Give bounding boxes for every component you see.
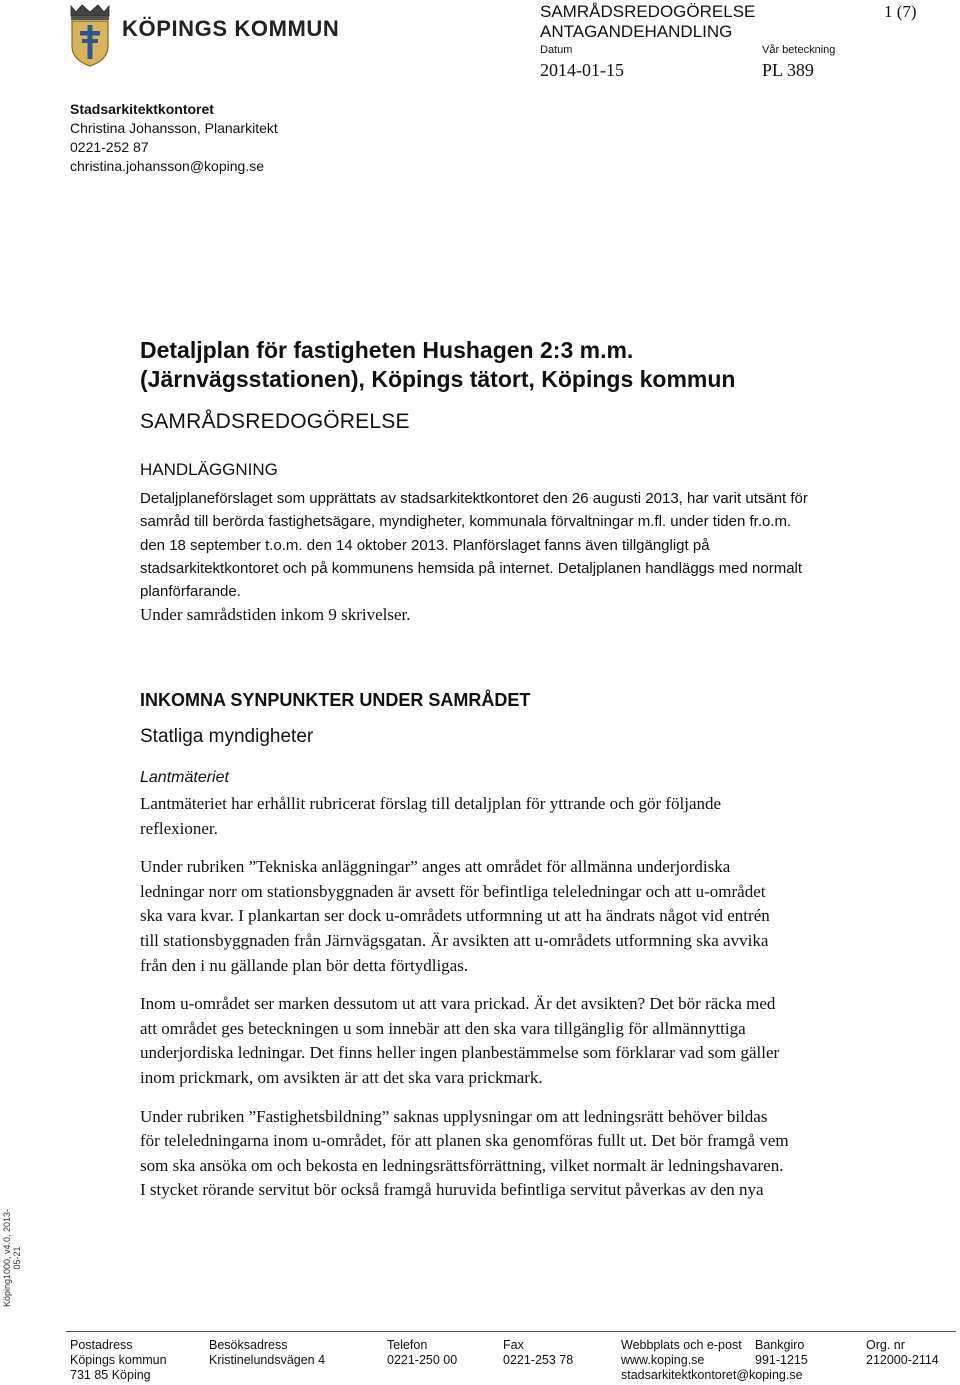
footer-web-label: Webbplats och e-post xyxy=(621,1338,742,1352)
reference-label: Vår beteckning xyxy=(762,44,836,56)
footer-besoksadress xyxy=(209,1338,325,1368)
handling-paragraph-2 xyxy=(140,603,820,628)
document-type xyxy=(540,2,755,42)
sender-block xyxy=(70,100,278,176)
footer-fax-value: 0221-253 78 xyxy=(503,1353,574,1367)
handling-heading: HANDLÄGGNING xyxy=(140,460,278,479)
footer-fax-label: Fax xyxy=(503,1338,524,1352)
handling-paragraph-1-text: Detaljplaneförslaget som upprättats av stadsarkitektkontoret den 26 augusti 2013, har varit utsänt för samråd till berörda fastighetsägare, myndigheter, kommunala förvaltningar m.fl. under tiden fr.o.m. den 18 september t.o.m. den 14 oktober 2013. Planförslaget fanns även tillgängligt på stadsarkitektkontoret och på kommunens hemsida på internet. Detaljplanen handläggs med normalt planförfarande. xyxy=(140,490,808,601)
footer-besok-value: Kristinelundsvägen 4 xyxy=(209,1353,326,1367)
handling-paragraph-1 xyxy=(140,487,820,603)
sender-org: Stadsarkitektkontoret xyxy=(70,101,214,117)
handling-paragraph-2-text: Under samrådstiden inkom 9 skrivelser. xyxy=(140,605,411,625)
footer-orgnr-value: 212000-2114 xyxy=(866,1353,939,1367)
date-value: 2014-01-15 xyxy=(540,60,624,80)
date-label: Datum xyxy=(540,44,573,56)
inkomna-heading: INKOMNA SYNPUNKTER UNDER SAMRÅDET xyxy=(140,690,531,710)
lantmateriet-paragraph-1: Lantmäteriet har erhållit rubricerat förslag till detaljplan för yttrande och gör följande reflexioner. xyxy=(140,794,722,838)
brand-name: KÖPINGS KOMMUN xyxy=(122,16,340,41)
footer-telefon-value: 0221-250 00 xyxy=(387,1353,458,1367)
document-subtitle: SAMRÅDSREDOGÖRELSE xyxy=(140,410,410,433)
lantmateriet-paragraph-3: Inom u-området ser marken dessutom ut att vara prickad. Är det avsikten? Det bör räcka med att området ges beteckningen u som innebär att den ska vara tillgänglig för allmännyttiga underjordiska ledningar. Det finns heller ingen planbestämmelse som förklarar vad som gäller inom prickmark, om avsikten är att det ska vara prickmark. xyxy=(140,994,780,1087)
footer-divider xyxy=(66,1331,956,1332)
title-line1: Detaljplan för fastigheten Hushagen 2:3 m.m. xyxy=(140,337,634,363)
municipality-logo xyxy=(68,2,339,68)
footer-orgnr-label: Org. nr xyxy=(866,1338,905,1352)
sender-person: Christina Johansson, Planarkitekt xyxy=(70,120,278,136)
footer-postadress-line2: 731 85 Köping xyxy=(70,1368,151,1382)
footer-fax xyxy=(503,1338,573,1368)
lantmateriet-paragraph-2: Under rubriken ”Tekniska anläggningar” anges att området för allmänna underjordiska ledningar norr om stationsbyggnaden är avsett för befintliga teleledningar och att u-området ska vara kvar. I plankartan ser dock u-områdets utformning ut att ha ändrats något vid entrén till stationsbyggnaden från Järnvägsgatan. Är avsikten att u-områdets utformning ska avvika från den i nu gällande plan bör detta förtydligas. xyxy=(140,857,770,975)
coat-of-arms-icon xyxy=(68,2,112,68)
title-line2: (Järnvägsstationen), Köpings tätort, Köpings kommun xyxy=(140,366,736,392)
footer-postadress-label: Postadress xyxy=(70,1338,133,1352)
footer-bankgiro xyxy=(755,1338,808,1368)
footer-besok-label: Besöksadress xyxy=(209,1338,288,1352)
footer-telefon-label: Telefon xyxy=(387,1338,428,1352)
footer-email-link[interactable]: stadsarkitektkontoret@koping.se xyxy=(621,1368,803,1382)
footer-web-link[interactable]: www.koping.se xyxy=(621,1353,705,1367)
footer-orgnr xyxy=(866,1338,939,1368)
document-title xyxy=(140,336,820,394)
document-type-line1: SAMRÅDSREDOGÖRELSE xyxy=(540,2,756,21)
reference-value: PL 389 xyxy=(762,60,814,80)
handling-section xyxy=(140,487,820,628)
footer-bankgiro-value: 991-1215 xyxy=(755,1353,808,1367)
footer-postadress-line1: Köpings kommun xyxy=(70,1353,167,1367)
sender-phone: 0221-252 87 xyxy=(70,139,149,155)
footer-telefon xyxy=(387,1338,457,1368)
statliga-heading: Statliga myndigheter xyxy=(140,726,314,747)
template-version-label: Köping1000, v4.0, 2013-05-21 xyxy=(2,1208,22,1308)
document-type-line2: ANTAGANDEHANDLING xyxy=(540,22,733,41)
sender-email: christina.johansson@koping.se xyxy=(70,158,264,174)
lantmateriet-heading: Lantmäteriet xyxy=(140,769,229,786)
lantmateriet-section xyxy=(140,792,790,1203)
page-number: 1 (7) xyxy=(884,2,917,21)
footer-postadress xyxy=(70,1338,167,1383)
footer-bankgiro-label: Bankgiro xyxy=(755,1338,805,1352)
lantmateriet-paragraph-4: Under rubriken ”Fastighetsbildning” saknas upplysningar om att ledningsrätt behöver bildas för teleledningarna inom u-området, för att planen ska genomföras fullt ut. Det bör framgå vem som ska ansöka om och bekosta en ledningsrättsförrättning, vilket normalt är ledningshavaren. I stycket rörande servitut bör också framgå huruvida befintliga servitut påverkas av den nya xyxy=(140,1106,789,1200)
